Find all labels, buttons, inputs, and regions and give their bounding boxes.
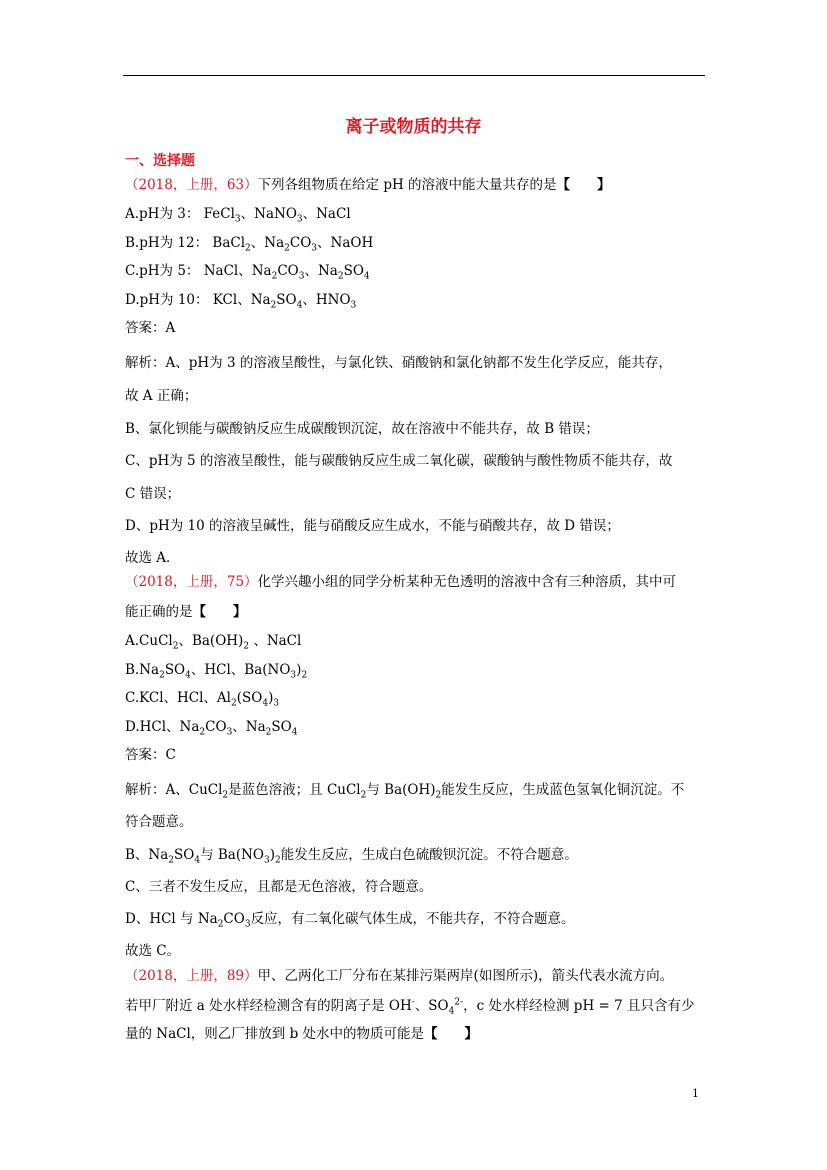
q1-explanation-2: 故 A 正确； (125, 388, 198, 404)
q1-explanation-3: B、氯化钡能与碳酸钠反应生成碳酸钡沉淀，故在溶液中不能共存，故 B 错误； (125, 421, 599, 437)
q2-stem-1: （2018，上册，75）化学兴趣小组的同学分析某种无色透明的溶液中含有三种溶质，其中可 (125, 574, 677, 590)
q1-explanation-6: D、pH为 10 的溶液呈碱性，能与硝酸反应生成水，不能与硝酸共存，故 D 错误； (125, 518, 620, 534)
q3-stem-2: 若甲厂附近 a 处水样经检测含有的阴离子是 OH-、$SO_4^{2-}$，c 处水样经检测 pH = 7 且只含有少 (125, 997, 695, 1017)
q1-answer: 答案：A (125, 320, 176, 336)
page-title: 离子或物质的共存 (345, 117, 482, 137)
q1-option-b: B.pH为 12： BaCl$_2$、$Na_2CO_3$、NaOH (125, 235, 374, 254)
q2-option-c: C.KCl、HCl、$Al_2(SO_4)_3$ (125, 690, 280, 709)
q1-explanation-5: C 错误； (125, 486, 181, 502)
q2-choose: 故选 C。 (125, 943, 181, 959)
page-number: 1 (692, 1087, 699, 1100)
q1-choose: 故选 A． (125, 550, 180, 566)
q2-option-a: A.CuCl$_2$、$Ba(OH)_2$ 、NaCl (125, 633, 302, 652)
q1-explanation-1: 解析：A、pH为 3 的溶液呈酸性，与氯化铁、硝酸钠和氯化钠都不发生化学反应，能共存， (125, 355, 672, 371)
section-heading: 一、选择题 (125, 153, 195, 169)
q1-option-a: A.pH为 3： FeCl$_3$、NaNO$_3$、NaCl (125, 206, 351, 225)
q2-explanation-2: 符合题意。 (125, 814, 193, 830)
q2-stem-2: 能正确的是【 】 (125, 604, 247, 620)
q2-explanation-4: C、三者不发生反应，且都是无色溶液，符合题意。 (125, 879, 433, 895)
q2-option-d: D.HCl、$Na_2CO_3$、$Na_2SO_4$ (125, 719, 298, 738)
q3-stem-3: 量的 NaCl，则乙厂排放到 b 处水中的物质可能是【 】 (125, 1026, 479, 1042)
q2-option-b: $B.Na_2SO_4$、HCl、$Ba(NO_3)_2$ (125, 662, 308, 681)
header-rule (123, 75, 705, 76)
q2-answer: 答案：C (125, 747, 176, 763)
q1-option-c: C.pH为 5： NaCl、$Na_2CO_3$、$Na_2SO_4$ (125, 263, 370, 282)
q1-option-d: D.pH为 10： KCl、$Na_2SO_4$、$HNO_3$ (125, 292, 357, 311)
q1-stem: （2018，上册，63）下列各组物质在给定 pH 的溶液中能大量共存的是【 】 (125, 177, 611, 193)
q2-explanation-1: 解析：A、CuCl$_2$是蓝色溶液；且 CuCl$_2$与 $Ba(OH)_2$能发生反应，生成蓝色氢氧化铜沉淀。不 (125, 782, 685, 801)
q2-explanation-5: D、HCl 与 $Na_2CO_3$反应，有二氧化碳气体生成，不能共存，不符合题意。 (125, 911, 575, 930)
q3-stem-1: （2018，上册，89）甲、乙两化工厂分布在某排污渠两岸(如图所示)，箭头代表水流方向。 (125, 968, 674, 984)
q2-explanation-3: B、$Na_2SO_4$与 $Ba(NO_3)_2$能发生反应，生成白色硫酸钡沉淀。不符合题意。 (125, 847, 578, 866)
q1-explanation-4: C、pH为 5 的溶液呈酸性，能与碳酸钠反应生成二氧化碳，碳酸钠与酸性物质不能共存，故 (125, 453, 673, 469)
